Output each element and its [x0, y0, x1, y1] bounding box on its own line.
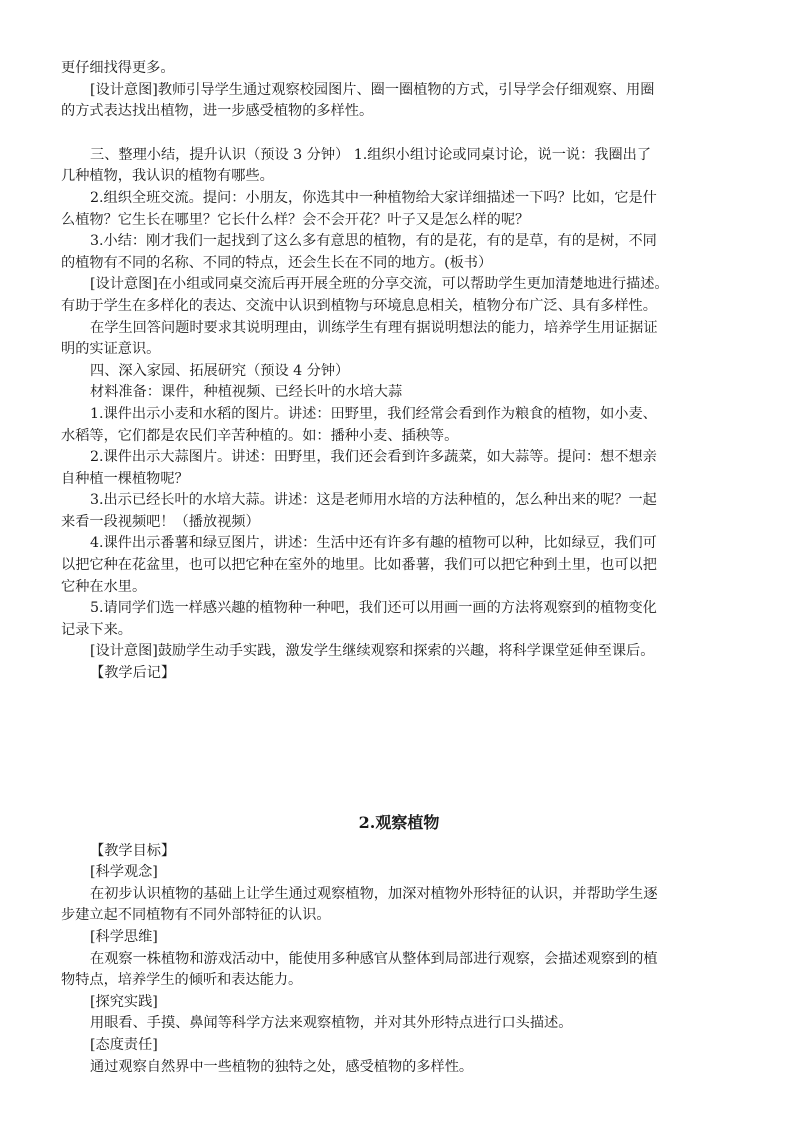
subheading-inquiry-practice: [探究实践]: [90, 993, 158, 1010]
text-line: 自种植一棵植物呢？: [61, 470, 189, 487]
design-intent-line: [设计意图]在小组或同桌交流后再开展全班的分享交流，可以帮助学生更加清楚地进行描述。: [90, 276, 669, 293]
text-line: 步建立起不同植物有不同外部特征的认识。: [61, 907, 331, 924]
text-line: 在学生回答问题时要求其说明理由，训练学生有理有据说明想法的能力，培养学生用证据证: [90, 319, 658, 336]
text-line: 以把它种在花盆里，也可以把它种在室外的地里。比如番薯，我们可以把它种到土里，也可以把: [61, 557, 657, 574]
text-line: 记录下来。: [61, 621, 132, 638]
section-heading-4: 四、深入家园、拓展研究（预设 4 分钟）: [90, 362, 350, 379]
text-line: 物特点，培养学生的倾听和表达能力。: [61, 972, 303, 989]
design-intent-line: [设计意图]鼓励学生动手实践，激发学生继续观察和探索的兴趣，将科学课堂延伸至课后。: [90, 643, 655, 660]
blank-space: [61, 685, 737, 802]
text-line: 通过观察自然界中一些植物的独特之处，感受植物的多样性。: [90, 1058, 474, 1075]
document-page: [61, 58, 737, 1078]
section-heading-3: 三、整理小结，提升认识（预设 3 分钟） 1.组织小组讨论或同桌讨论，说一说：我圈出了: [90, 146, 652, 163]
materials-line: 材料准备：课件，种植视频、已经长叶的水培大蒜: [90, 384, 403, 401]
text-line: 2.课件出示大蒜图片。讲述：田野里，我们还会看到许多蔬菜，如大蒜等。提问：想不想亲: [90, 449, 657, 466]
text-line: 在观察一株植物和游戏活动中，能使用多种感官从整体到局部进行观察，会描述观察到的植: [90, 950, 658, 967]
text-line: 的植物有不同的名称、不同的特点，还会生长在不同的地方。(板书）: [61, 254, 493, 271]
text-line: 在初步认识植物的基础上让学生通过观察植物，加深对植物外形特征的认识，并帮助学生逐: [90, 885, 658, 902]
text-line: 5.请同学们选一样感兴趣的植物种一种吧，我们还可以用画一画的方法将观察到的植物变化: [90, 600, 657, 617]
design-intent-line: [设计意图]教师引导学生通过观察校园图片、圈一圈植物的方式，引导学会仔细观察、用圈: [90, 81, 655, 98]
text-line: 3.出示已经长叶的水培大蒜。讲述：这是老师用水培的方法种植的，怎么种出来的呢？一起: [90, 492, 657, 509]
text-line: 有助于学生在多样化的表达、交流中认识到植物与环境息息相关，植物分布广泛、具有多样性。: [61, 297, 657, 314]
text-line: 来看一段视频吧！（播放视频）: [61, 513, 260, 530]
subheading-science-concept: [科学观念]: [90, 864, 158, 881]
text-line: 4.课件出示番薯和绿豆图片，讲述：生活中还有许多有趣的植物可以种，比如绿豆，我们可: [90, 535, 657, 552]
section-title: 2.观察植物: [358, 812, 440, 832]
text-line: 么植物？它生长在哪里？它长什么样？会不会开花？叶子又是怎么样的呢？: [61, 211, 530, 228]
text-line: 水稻等，它们都是农民们辛苦种植的。如：播种小麦、插秧等。: [61, 427, 459, 444]
text-line: 1.课件出示小麦和水稻的图片。讲述：田野里，我们经常会看到作为粮食的植物，如小麦、: [90, 405, 657, 422]
subheading-science-thinking: [科学思维]: [90, 929, 158, 945]
text-line: 几种植物，我认识的植物有哪些。: [61, 168, 274, 185]
subheading-attitude: [态度责任]: [90, 1036, 158, 1053]
text-line: 明的实证意识。: [61, 341, 161, 358]
text-line: 它种在水里。: [61, 578, 147, 595]
text-line: 3.小结：刚才我们一起找到了这么多有意思的植物，有的是花，有的是草，有的是树，不同: [90, 233, 657, 250]
text-line: 用眼看、手摸、鼻闻等科学方法来观察植物，并对其外形特点进行口头描述。: [90, 1015, 573, 1032]
paragraph-gap: [61, 123, 737, 145]
objectives-heading: 【教学目标】: [90, 842, 176, 859]
text-line: 2.组织全班交流。提问：小朋友，你选其中一种植物给大家详细描述一下吗？比如，它是什: [90, 189, 657, 206]
text-line: 更仔细找得更多。: [61, 60, 175, 76]
text-line: 的方式表达找出植物，进一步感受植物的多样性。: [61, 103, 374, 120]
teaching-notes-heading: 【教学后记】: [90, 665, 176, 682]
